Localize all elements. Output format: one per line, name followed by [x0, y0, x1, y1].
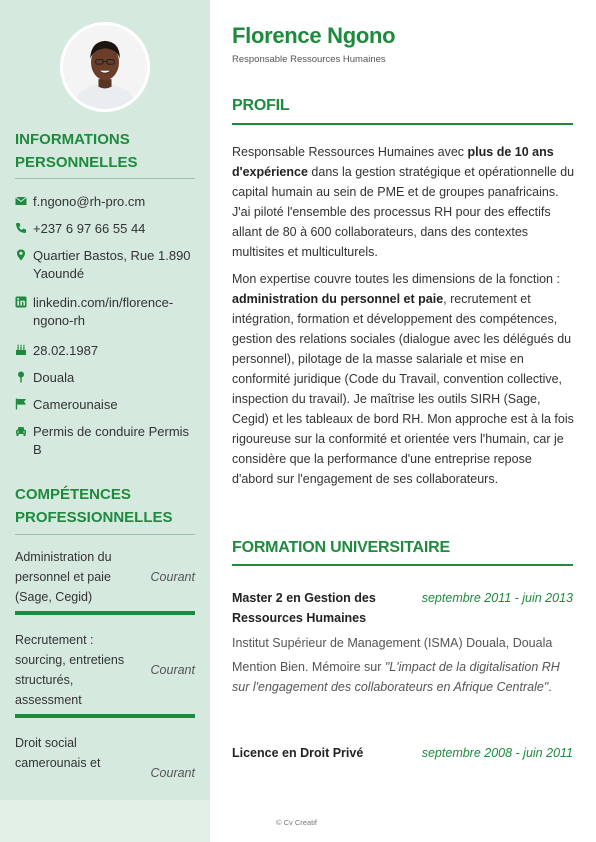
section-title-profile: PROFIL: [232, 97, 290, 114]
location-marker-icon: [15, 369, 33, 387]
skill-item: [15, 733, 195, 780]
info-birthdate: 28.02.1987: [15, 342, 195, 360]
info-driving-license: Permis de conduire Permis B: [15, 423, 195, 459]
section-divider: [232, 123, 573, 125]
degree-date: septembre 2011 - juin 2013: [421, 591, 573, 605]
job-title: Responsable Ressources Humaines: [232, 54, 386, 65]
linkedin-icon: [15, 294, 33, 330]
info-phone: +237 6 97 66 55 44: [15, 220, 195, 238]
birthday-cake-icon: [15, 342, 33, 360]
profile-paragraph: Responsable Ressources Humaines avec plus de 10 ans d'expérience dans la gestion stratégique et opérationnelle du capital humain au sein de PME et de groupes panafricains. J'ai piloté l'ensemble des processus RH pour des effectifs allant de 80 à 600 collaborateurs, dans des contextes multisites et multiculturels.: [232, 145, 575, 259]
info-nationality: Camerounaise: [15, 396, 195, 414]
info-email: f.ngono@rh-pro.cm: [15, 193, 195, 211]
flag-icon: [15, 396, 33, 414]
degree-title: Master 2 en Gestion des Ressources Humaines: [232, 591, 376, 625]
skill-item: [15, 630, 195, 710]
skill-item: [15, 547, 195, 607]
highlight: administration du personnel et paie: [232, 292, 444, 306]
info-linkedin: linkedin.com/in/florence-ngono-rh: [15, 294, 195, 330]
footer-credit: © Cv Creatif: [276, 818, 317, 827]
skill-level: Courant: [150, 663, 195, 677]
section-title-info: INFORMATIONS PERSONNELLES: [15, 131, 138, 171]
section-divider: [15, 178, 195, 179]
skill-name: Droit social camerounais et: [15, 736, 101, 770]
skill-name: Recrutement : sourcing, entretiens structurés, assessment: [15, 633, 125, 707]
skill-level-bar: [15, 714, 195, 718]
avatar: [60, 22, 150, 112]
section-title-skills: COMPÉTENCES PROFESSIONNELLES: [15, 486, 173, 526]
skill-name: Administration du personnel et paie (Sage, Cegid): [15, 550, 112, 604]
degree-note: Mention Bien. Mémoire sur "L'impact de la digitalisation RH sur l'engagement des collaborateurs en Afrique Centrale".: [232, 660, 560, 694]
profile-photo-icon: [63, 25, 147, 109]
info-address: Quartier Bastos, Rue 1.890 Yaoundé: [15, 247, 195, 283]
highlight: plus de 10 ans d'expérience: [232, 145, 554, 179]
sidebar-footer-band: [0, 800, 210, 842]
car-icon: [15, 423, 33, 459]
section-divider: [15, 534, 195, 535]
envelope-icon: [15, 193, 33, 211]
profile-paragraph: Mon expertise couvre toutes les dimensions de la fonction : administration du personnel et paie, recrutement et intégration, formation et développement des compétences, gestion des relations sociales (dialogue avec les délégués du personnel), pilotage de la masse salariale et mise en conformité juridique (Code du Travail, convention collective, inspection du travail). Je maîtrise les outils SIRH (Sage, Cegid) et les tableaux de bord RH. Mon approche est à la fois rigoureuse sur la conformité et orientée vers l'humain, car je considère que la performance d'une entreprise repose d'abord sur l'engagement de ses collaborateurs.: [232, 272, 574, 486]
phone-icon: [15, 220, 33, 238]
skill-level: Courant: [150, 570, 195, 584]
candidate-name: Florence Ngono: [232, 23, 396, 48]
degree-title: Licence en Droit Privé: [232, 746, 364, 760]
degree-date: septembre 2008 - juin 2011: [421, 746, 573, 760]
skill-level-bar: [15, 611, 195, 615]
section-divider: [232, 564, 573, 566]
info-city: Douala: [15, 369, 195, 387]
school-name: Institut Supérieur de Management (ISMA) Douala, Douala: [232, 636, 553, 650]
section-title-education: FORMATION UNIVERSITAIRE: [232, 539, 450, 556]
skill-level: Courant: [150, 766, 195, 780]
map-pin-icon: [15, 247, 33, 283]
